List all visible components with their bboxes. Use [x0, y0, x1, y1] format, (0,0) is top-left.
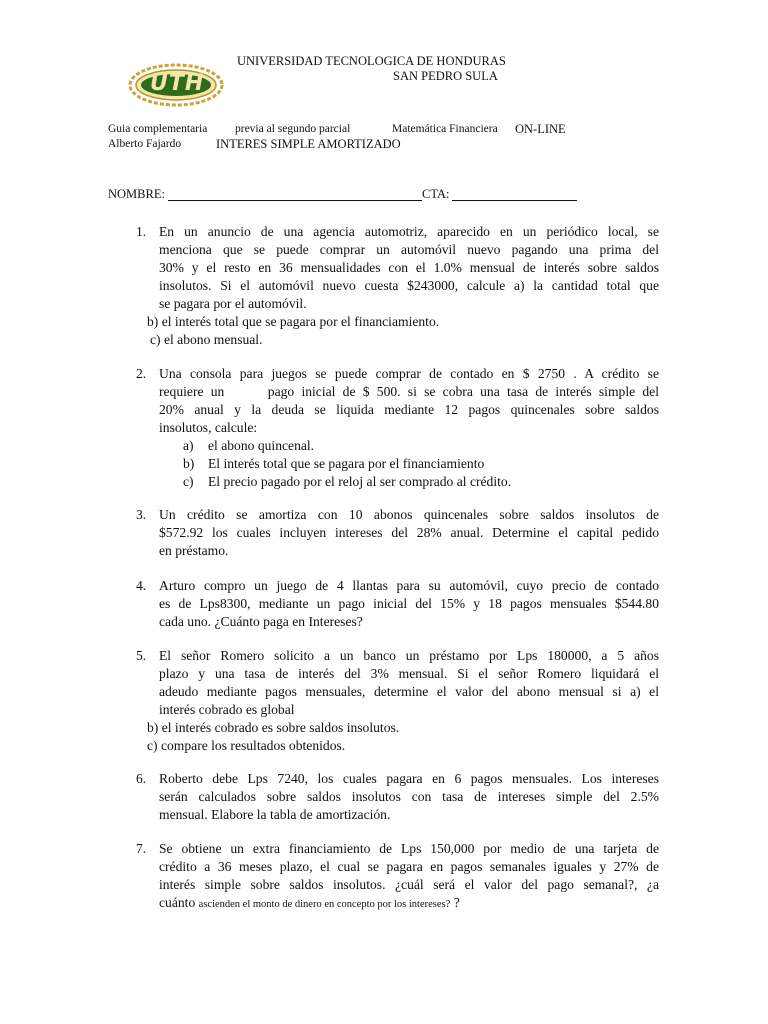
problem-number: 4. [136, 578, 147, 593]
problem-text: Roberto debe Lps 7240, los cuales pagara en 6 pagos mensuales. Los intereses [159, 771, 659, 786]
problem-text: cuánto [159, 895, 196, 910]
university-name: UNIVERSIDAD TECNOLOGICA DE HONDURAS [237, 54, 506, 68]
problem-text: Una consola para juegos se puede comprar de contado en $ 2750 . A crédito se [159, 366, 659, 381]
problem-subitem: c) compare los resultados obtenidos. [147, 738, 346, 753]
problem-number: 7. [136, 841, 147, 856]
problem-text: 20% anual y la deuda se liquida mediante 12 pagos quincenales sobre saldos [159, 402, 659, 417]
problem-subitem: c) el abono mensual. [150, 332, 263, 347]
problem-text: plazo y una tasa de interés del 3% mensual. Si el señor Romero liquidará el [159, 666, 659, 681]
problem-text: en préstamo. [159, 543, 229, 558]
subitem-label: a) [183, 438, 194, 453]
problem-text: mensual. Elabore la tabla de amortización. [159, 807, 391, 822]
problem-text: Arturo compro un juego de 4 llantas para su automóvil, cuyo precio de contado [159, 578, 659, 593]
problem-text: requiere un pago inicial de $ 500. si se cobra una tasa de interés simple del [159, 384, 659, 399]
problem-text-last-line [159, 894, 460, 914]
problem-subitem: b) el interés total que se pagara por el financiamiento. [147, 314, 440, 329]
guide-label: Guia complementaria [108, 123, 208, 135]
problem-text: es de Lps8300, mediante un pago inicial del 15% y 18 pagos mensuales $544.80 [159, 596, 659, 611]
problem-text: Un crédito se amortiza con 10 abonos quincenales sobre saldos insolutos de [159, 507, 659, 522]
problem-number: 6. [136, 771, 147, 786]
problem-text: El señor Romero solicito a un banco un préstamo por Lps 180000, a 5 años [159, 648, 659, 663]
problem-subitem: El precio pagado por el reloj al ser comprado al crédito. [208, 474, 512, 489]
problem-subitem: El interés total que se pagara por el financiamiento [208, 456, 485, 471]
subject-label: Matemática Financiera [392, 123, 498, 135]
problem-text: interés cobrado es global [159, 702, 295, 717]
problem-text: se pagara por el automóvil. [159, 296, 307, 311]
problem-text: interés simple sobre saldos insolutos. ¿cuál será el valor del pago semanal?, ¿a [159, 877, 659, 892]
cta-label: CTA: [422, 187, 450, 201]
problem-text: En un anuncio de una agencia automotriz, aparecido en un periódico local, se [159, 224, 659, 239]
problem-text: adeudo mediante pagos mensuales, determine el valor del abono mensual si a) el [159, 684, 659, 699]
logo-text: UTH [150, 71, 205, 96]
problem-number: 2. [136, 366, 147, 381]
problem-text: serán calculados sobre saldos insolutos con tasa de intereses simple del 2.5% [159, 789, 659, 804]
problem-text: menciona que se puede comprar un automóvil nuevo pagando una prima del [159, 242, 659, 257]
problem-text: $572.92 los cuales incluyen intereses del 28% anual. Determine el capital pedido [159, 525, 659, 540]
nombre-field[interactable] [168, 200, 422, 201]
topic-title: INTERES SIMPLE AMORTIZADO [216, 137, 401, 151]
problem-text: insolutos. Si el automóvil nuevo cuesta $243000, calcule a) la cantidad total que [159, 278, 659, 293]
problem-text-small: ascienden el monto de dinero en concepto por los intereses? [198, 899, 451, 910]
nombre-label: NOMBRE: [108, 187, 165, 201]
problem-text: Se obtiene un extra financiamiento de Lps 150,000 por medio de una tarjeta de [159, 841, 659, 856]
problem-text: 30% y el resto en 36 mensualidades con el 1.0% mensual de interés sobre saldos [159, 260, 659, 275]
subitem-label: c) [183, 474, 194, 489]
city-name: SAN PEDRO SULA [393, 69, 498, 83]
problem-text: cada uno. ¿Cuánto paga en Intereses? [159, 614, 363, 629]
subitem-label: b) [183, 456, 195, 471]
author-name: Alberto Fajardo [108, 138, 182, 150]
problem-text: ? [453, 895, 460, 910]
mode-label: ON-LINE [515, 122, 566, 136]
uth-logo [128, 63, 224, 107]
previa-label: previa al segundo parcial [235, 123, 351, 135]
problem-number: 1. [136, 224, 147, 239]
cta-field[interactable] [452, 200, 577, 201]
problem-number: 3. [136, 507, 147, 522]
problem-text: insolutos, calcule: [159, 420, 258, 435]
problem-number: 5. [136, 648, 147, 663]
problem-text: crédito a 36 meses plazo, el cual se pagara en pagos semanales iguales y 27% de [159, 859, 659, 874]
problem-subitem: el abono quincenal. [208, 438, 315, 453]
problem-subitem: b) el interés cobrado es sobre saldos insolutos. [147, 720, 400, 735]
